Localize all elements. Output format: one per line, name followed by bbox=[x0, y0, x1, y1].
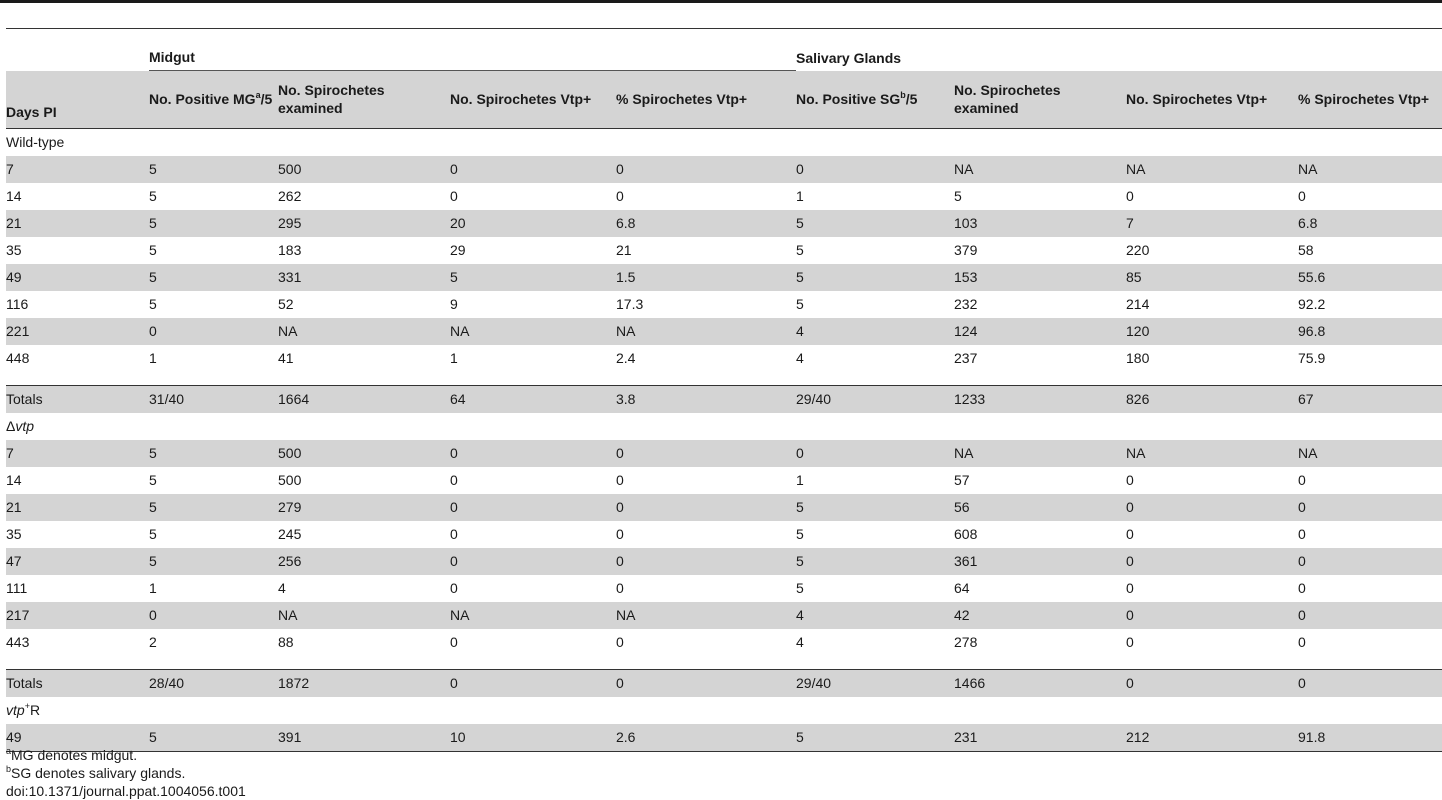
table-cell: 4 bbox=[796, 350, 804, 366]
table-cell: 0 bbox=[450, 472, 458, 488]
table-cell: 1.5 bbox=[616, 264, 796, 291]
table-cell: 0 bbox=[796, 440, 954, 467]
table-row bbox=[6, 494, 1442, 521]
top-rule bbox=[0, 0, 1442, 3]
table-cell: 0 bbox=[1298, 472, 1306, 488]
table-row bbox=[6, 548, 1442, 575]
table-cell: 0 bbox=[616, 440, 796, 467]
data-table bbox=[6, 28, 1442, 752]
col-header-sg-vtp: No. Spirochetes Vtp+ bbox=[1126, 71, 1298, 129]
table-cell: 124 bbox=[954, 318, 1126, 345]
table-cell: 5 bbox=[149, 548, 278, 575]
col-header-mg-pct: % Spirochetes Vtp+ bbox=[616, 71, 796, 129]
table-cell: 0 bbox=[616, 548, 796, 575]
table-cell: 10 bbox=[450, 724, 616, 752]
table-cell: 4 bbox=[278, 580, 286, 596]
table-cell: 5 bbox=[796, 526, 804, 542]
table-cell: 5 bbox=[796, 580, 804, 596]
table-cell: 5 bbox=[796, 210, 954, 237]
table-cell: 1 bbox=[149, 350, 157, 366]
table-cell: NA bbox=[278, 318, 450, 345]
table-cell: 7 bbox=[6, 156, 149, 183]
table-cell: 0 bbox=[450, 580, 458, 596]
table-cell: 14 bbox=[6, 472, 22, 488]
table-cell: 180 bbox=[1126, 350, 1150, 366]
table-cell: 0 bbox=[1126, 548, 1298, 575]
table-cell: 361 bbox=[954, 548, 1126, 575]
table-cell: 6.8 bbox=[616, 210, 796, 237]
table-row bbox=[6, 629, 1442, 656]
table-cell: 0 bbox=[1298, 494, 1442, 521]
table-cell: 5 bbox=[149, 494, 278, 521]
table-cell: 42 bbox=[954, 602, 1126, 629]
col-header-mg-examined: No. Spirochetes examined bbox=[278, 71, 450, 129]
table-cell: 5 bbox=[796, 724, 954, 752]
table-cell: 17.3 bbox=[616, 296, 644, 312]
table-cell: 29 bbox=[450, 242, 466, 258]
table-cell: 91.8 bbox=[1298, 724, 1442, 752]
table-row bbox=[6, 521, 1442, 548]
totals-cell: 67 bbox=[1298, 385, 1442, 413]
table-cell: 116 bbox=[6, 296, 29, 312]
table-cell: 21 bbox=[616, 242, 632, 258]
section-label: Δvtp bbox=[6, 418, 35, 434]
table-cell: 75.9 bbox=[1298, 350, 1326, 366]
totals-cell: 28/40 bbox=[149, 669, 278, 697]
table-cell: 88 bbox=[278, 634, 294, 650]
table-row bbox=[6, 602, 1442, 629]
table-cell: 5 bbox=[796, 494, 954, 521]
table-cell: 5 bbox=[149, 296, 157, 312]
table-cell: 0 bbox=[616, 526, 624, 542]
table-cell: 217 bbox=[6, 602, 149, 629]
table-cell: 0 bbox=[1126, 472, 1134, 488]
table-cell: NA bbox=[954, 156, 1126, 183]
table-cell: 256 bbox=[278, 548, 450, 575]
table-cell: 153 bbox=[954, 264, 1126, 291]
table-cell: 0 bbox=[149, 602, 278, 629]
table-row bbox=[6, 237, 1442, 264]
table-cell: 35 bbox=[6, 526, 22, 542]
footnote-a: $^a$MG denotes midgut. bbox=[6, 746, 138, 763]
table-cell: 0 bbox=[1126, 526, 1134, 542]
totals-cell: 1664 bbox=[278, 385, 450, 413]
totals-cell: 29/40 bbox=[796, 385, 954, 413]
table-cell: NA bbox=[1298, 156, 1442, 183]
table-cell: NA bbox=[1126, 440, 1298, 467]
table-cell: 5 bbox=[149, 440, 278, 467]
section-label: Wild-type bbox=[6, 134, 65, 150]
table-cell: 4 bbox=[796, 318, 954, 345]
table-row bbox=[6, 467, 1442, 494]
column-header-row bbox=[6, 71, 1442, 129]
table-cell: 0 bbox=[450, 494, 616, 521]
table-cell: 231 bbox=[954, 724, 1126, 752]
table-cell: 2.4 bbox=[616, 350, 636, 366]
table-cell: 49 bbox=[6, 724, 149, 752]
table-cell: 183 bbox=[278, 242, 302, 258]
table-cell: 1 bbox=[450, 350, 458, 366]
totals-cell: 0 bbox=[1126, 669, 1298, 697]
table-cell: 5 bbox=[149, 472, 157, 488]
table-body bbox=[6, 128, 1442, 751]
table-cell: 0 bbox=[1298, 602, 1442, 629]
table-cell: 64 bbox=[954, 580, 970, 596]
table-cell: 49 bbox=[6, 264, 149, 291]
table-cell: NA bbox=[616, 602, 796, 629]
table-cell: 55.6 bbox=[1298, 264, 1442, 291]
table-cell: 5 bbox=[149, 156, 278, 183]
table-cell: 120 bbox=[1126, 318, 1298, 345]
table-cell: 1 bbox=[149, 580, 157, 596]
table-cell: NA bbox=[1298, 440, 1442, 467]
table-cell: 0 bbox=[450, 188, 458, 204]
totals-cell: 1872 bbox=[278, 669, 450, 697]
table-cell: 0 bbox=[1126, 580, 1134, 596]
table-row bbox=[6, 724, 1442, 752]
totals-cell: Totals bbox=[6, 669, 149, 697]
table-cell: 41 bbox=[278, 350, 294, 366]
table-cell: 0 bbox=[1126, 602, 1298, 629]
table-cell: 5 bbox=[149, 242, 157, 258]
group-midgut: Midgut bbox=[149, 29, 796, 71]
section-vtp-r bbox=[6, 697, 1442, 724]
table-cell: 0 bbox=[450, 440, 616, 467]
totals-cell: 1466 bbox=[954, 669, 1126, 697]
table-cell: NA bbox=[450, 318, 616, 345]
totals-cell: 29/40 bbox=[796, 669, 954, 697]
totals-cell: 0 bbox=[616, 669, 796, 697]
table-cell: 245 bbox=[278, 526, 302, 542]
totals-cell: 0 bbox=[1298, 669, 1442, 697]
table-cell: 221 bbox=[6, 318, 149, 345]
table-row bbox=[6, 345, 1442, 372]
totals-row bbox=[6, 385, 1442, 413]
table-cell: 5 bbox=[954, 188, 962, 204]
table-cell: 2 bbox=[149, 634, 157, 650]
table-cell: 5 bbox=[796, 548, 954, 575]
table-cell: 0 bbox=[450, 526, 458, 542]
table-cell: 5 bbox=[149, 210, 278, 237]
table-cell: 500 bbox=[278, 440, 450, 467]
table-cell: 4 bbox=[796, 634, 804, 650]
table-cell: 1 bbox=[796, 472, 804, 488]
table-cell: 5 bbox=[796, 264, 954, 291]
table-cell: 111 bbox=[6, 580, 28, 596]
totals-cell: 826 bbox=[1126, 385, 1298, 413]
table-cell: 295 bbox=[278, 210, 450, 237]
table-row bbox=[6, 210, 1442, 237]
col-header-mg-positive: No. Positive $MG^a/5$ bbox=[149, 71, 278, 129]
table-row bbox=[6, 264, 1442, 291]
table-cell: 0 bbox=[450, 634, 458, 650]
table-cell: 214 bbox=[1126, 296, 1150, 312]
section-delta-vtp bbox=[6, 413, 1442, 440]
table-cell: 448 bbox=[6, 350, 30, 366]
table-cell: NA bbox=[954, 440, 1126, 467]
table-cell: 96.8 bbox=[1298, 318, 1442, 345]
table-cell: 92.2 bbox=[1298, 296, 1326, 312]
table-cell: 52 bbox=[278, 296, 294, 312]
table-cell: 0 bbox=[616, 634, 624, 650]
table-cell: 0 bbox=[1298, 634, 1306, 650]
totals-cell: 31/40 bbox=[149, 385, 278, 413]
table-cell: 0 bbox=[796, 156, 954, 183]
table-row bbox=[6, 575, 1442, 602]
table-cell: 0 bbox=[616, 156, 796, 183]
table-cell: 0 bbox=[616, 494, 796, 521]
table-row bbox=[6, 440, 1442, 467]
table-cell: 0 bbox=[616, 472, 624, 488]
table-cell: 278 bbox=[954, 634, 978, 650]
table-cell: 0 bbox=[450, 548, 616, 575]
table-cell: 608 bbox=[954, 526, 978, 542]
totals-cell: 0 bbox=[450, 669, 616, 697]
table-cell: 0 bbox=[616, 580, 624, 596]
table-cell: 500 bbox=[278, 156, 450, 183]
table-cell: 237 bbox=[954, 350, 978, 366]
table-cell: 103 bbox=[954, 210, 1126, 237]
totals-cell: 64 bbox=[450, 385, 616, 413]
table-cell: 262 bbox=[278, 188, 302, 204]
table-cell: 279 bbox=[278, 494, 450, 521]
table-row bbox=[6, 183, 1442, 210]
group-header-row bbox=[6, 29, 1442, 71]
table-cell: 0 bbox=[616, 188, 624, 204]
table-cell: 5 bbox=[450, 264, 616, 291]
table-cell: 0 bbox=[1298, 580, 1306, 596]
table-row bbox=[6, 318, 1442, 345]
table-cell: 47 bbox=[6, 548, 149, 575]
totals-cell: 3.8 bbox=[616, 385, 796, 413]
section-wildtype bbox=[6, 128, 1442, 156]
table-cell: 5 bbox=[796, 242, 804, 258]
section-label: vtp+R bbox=[6, 701, 41, 718]
table-cell: 21 bbox=[6, 494, 149, 521]
group-salivary-glands: Salivary Glands bbox=[796, 29, 1442, 71]
col-header-sg-examined: No. Spirochetes examined bbox=[954, 71, 1126, 129]
table-cell: 0 bbox=[450, 156, 616, 183]
table-cell: 56 bbox=[954, 494, 1126, 521]
table-cell: 20 bbox=[450, 210, 616, 237]
table-cell: 379 bbox=[954, 242, 978, 258]
table-cell: 232 bbox=[954, 296, 978, 312]
table-cell: 220 bbox=[1126, 242, 1150, 258]
table-cell: 14 bbox=[6, 188, 22, 204]
footnote-b: $^b$SG denotes salivary glands. bbox=[6, 764, 186, 781]
table-cell: 391 bbox=[278, 724, 450, 752]
table-cell: 4 bbox=[796, 602, 954, 629]
table-cell: 85 bbox=[1126, 264, 1298, 291]
totals-row bbox=[6, 669, 1442, 697]
table-cell: 0 bbox=[1126, 494, 1298, 521]
col-header-sg-positive: No. Positive $SG^b/5$ bbox=[796, 71, 954, 129]
table-cell: 58 bbox=[1298, 242, 1314, 258]
table-cell: 9 bbox=[450, 296, 458, 312]
table-cell: NA bbox=[1126, 156, 1298, 183]
table-cell: 5 bbox=[149, 724, 278, 752]
table-cell: 6.8 bbox=[1298, 210, 1442, 237]
table-row bbox=[6, 156, 1442, 183]
table-cell: 5 bbox=[149, 188, 157, 204]
table-cell: 0 bbox=[1298, 526, 1306, 542]
table-cell: 1 bbox=[796, 188, 804, 204]
table-cell: 5 bbox=[149, 526, 157, 542]
table-cell: 0 bbox=[1298, 188, 1306, 204]
table-cell: 7 bbox=[1126, 210, 1298, 237]
table-cell: 0 bbox=[1126, 634, 1134, 650]
table-cell: 5 bbox=[149, 264, 278, 291]
totals-cell: 1233 bbox=[954, 385, 1126, 413]
table-cell: 57 bbox=[954, 472, 970, 488]
table-cell: NA bbox=[616, 318, 796, 345]
table-cell: 212 bbox=[1126, 724, 1298, 752]
table-cell: NA bbox=[278, 602, 450, 629]
table-cell: 21 bbox=[6, 210, 149, 237]
table-cell: 35 bbox=[6, 242, 22, 258]
table-cell: 2.6 bbox=[616, 724, 796, 752]
table-cell: NA bbox=[450, 602, 616, 629]
table-cell: 331 bbox=[278, 264, 450, 291]
totals-cell: Totals bbox=[6, 385, 149, 413]
table-cell: 7 bbox=[6, 440, 149, 467]
col-header-sg-pct: % Spirochetes Vtp+ bbox=[1298, 71, 1442, 129]
table-cell: 0 bbox=[1126, 188, 1134, 204]
col-header-days: Days PI bbox=[6, 71, 149, 129]
table-cell: 0 bbox=[1298, 548, 1442, 575]
table-cell: 443 bbox=[6, 634, 30, 650]
col-header-mg-vtp: No. Spirochetes Vtp+ bbox=[450, 71, 616, 129]
table-cell: 5 bbox=[796, 296, 804, 312]
table-row bbox=[6, 291, 1442, 318]
table-cell: 500 bbox=[278, 472, 302, 488]
table-cell: 0 bbox=[149, 318, 278, 345]
doi-text: doi:10.1371/journal.ppat.1004056.t001 bbox=[6, 783, 246, 799]
